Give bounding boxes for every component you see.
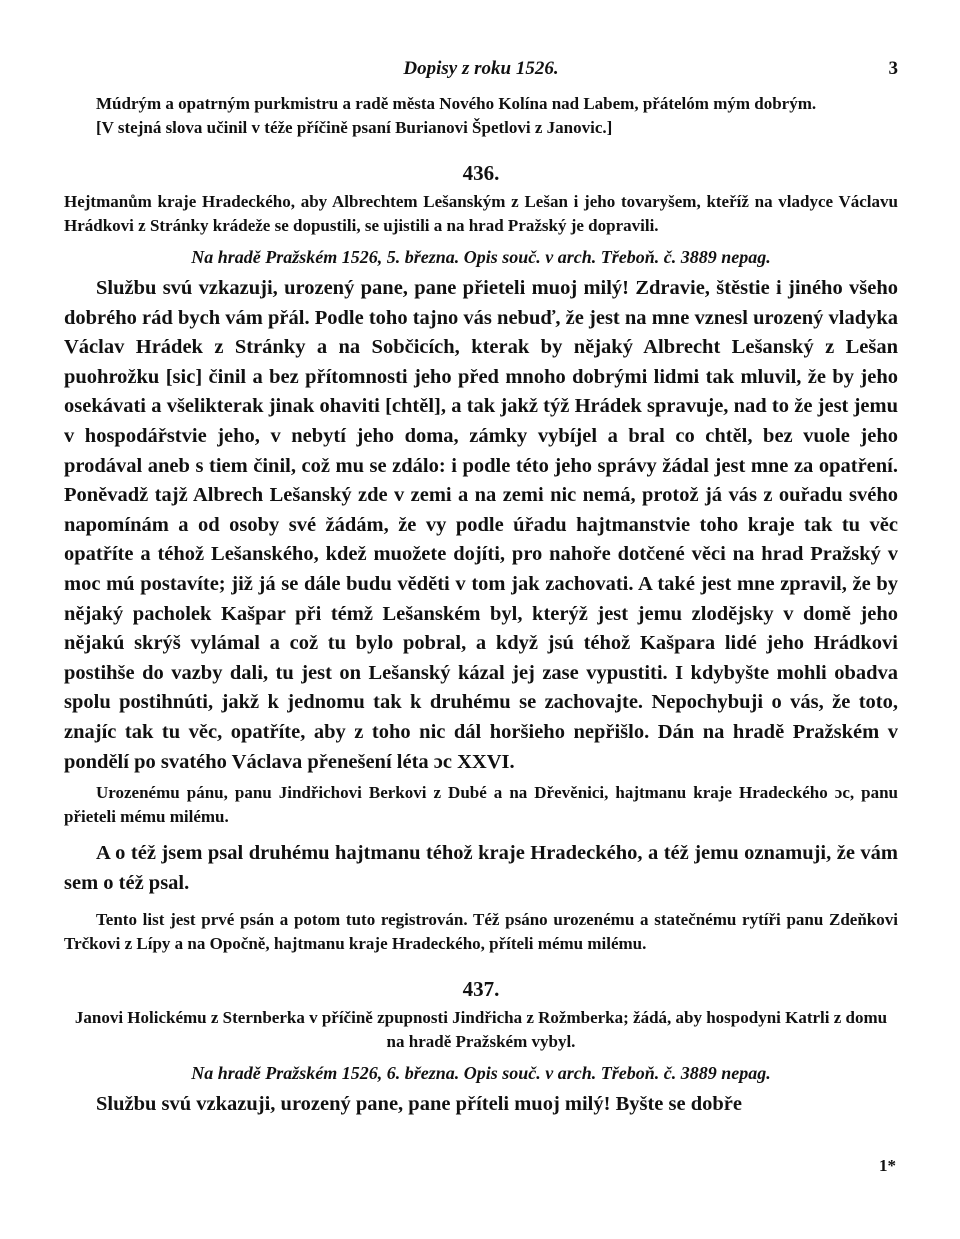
letter-437-number: 437. [462, 977, 500, 1002]
letter-437-source: Na hradě Pražském 1526, 6. března. Opis souč. v arch. Třeboň. č. 3889 nepag. [191, 1063, 771, 1084]
letter-437-regest: Janovi Holickému z Sternberka v příčině zpupnosti Jindřicha z Rožmberka; žádá, aby hospodyni Katrli z domu na hradě Pražském vybyl. [74, 1008, 888, 1052]
page-header [64, 58, 898, 92]
letter-436-address: Urozenému pánu, panu Jindřichovi Berkovi z Dubé a na Dřevěnici, hajtmanu kraje Hradeckého ɔc, panu přieteli mému milému. [64, 783, 898, 827]
letter-435-note: [V stejná slova učinil v téže příčině psaní Burianovi Špetlovi z Janovic.] [96, 118, 613, 137]
letter-436-postscript: A o též jsem psal druhému hajtmanu téhož kraje Hradeckého, a též jemu oznamuji, že vám sem o též psal. [64, 842, 898, 894]
signature-mark: 1* [879, 1156, 896, 1175]
page-number: 3 [888, 58, 898, 79]
letter-435-address: Múdrým a opatrným purkmistru a radě města Nového Kolína nad Labem, přátelóm mým dobrým. [96, 94, 817, 113]
letter-436-regest: Hejtmanům kraje Hradeckého, aby Albrechtem Lešanským z Lešan i jeho tovaryšem, kteříž na vladyce Václavu Hrádkovi z Stránky krádeže se dopustili, se ujistili a na hrad Pražský je dopravili. [64, 192, 898, 235]
letter-436-number: 436. [462, 161, 500, 185]
running-title: Dopisy z roku 1526. [403, 58, 559, 79]
letter-437-body: Službu svú vzkazuji, urozený pane, pane příteli muoj milý! Byšte se dobře [96, 1093, 742, 1116]
letter-436-body: Službu svú vzkazuji, urozený pane, pane přieteli muoj milý! Zdravie, štěstie i jiného všeho dobrého rád bych vám přál. Podle toho tajno vás nebuď, že jest na mne vznesl urozený vladyka Václav Hrádek z Stránky a na Sobčicích, kterak by nějaký Albrecht Lešanský z Lešan puohrožku [sic] činil a bez přítomnosti jeho před mnoho dobrými lidmi tak mluvil, že by jeho osekávati a všelikterak jinak ohaviti [chtěl], a tak jakž týž Hrádek spravuje, nad to že jest jemu v hospodářstvie jeho, v nebytí jeho doma, zámky vybíjel a bral co chtěl, bez vuole jeho prodával aneb s tiem činil, což mu se zdálo: i podle této jeho správy žádal jest mne za opatření. Poněvadž tajž Albrech Lešanský zde v zemi a na zemi nic nemá, protož já vás z ouřadu svého napomínám a od osoby své žádám, že vy podle úřadu hajtmanstvie toho kraje tak tu věc opatříte a téhož Lešanského, kdež muožete dojíti, pro nahoře dotčené věci na hrad Pražský v moc mú postavíte; již já se dále budu věděti v tom jak zachovati. A také jest mne zpravil, že by nějaký pacholek Kašpar při témž Lešanském byl, kterýž jest jemu zlodějsky v domě jeho nějakú skrýš vylámal a což tu bylo pobral, a když jsú téhož Kašpara lidé jeho Hrádkovi postihše do vazby dali, tu jest on Lešanský kázal jej zase vypustiti. I kdybyšte mohli obadva spolu postihnúti, jakž k jednomu tak k druhému se zachovajte. Nepochybuji o vás, že toto, znajíc tak tu věc, opatříte, aby z toho nic dál horšieho nepřišlo. Dán na hradě Pražském v pondělí po svatého Václava přenešení léta ɔc XXVI. [64, 277, 898, 773]
letter-436-note: Tento list jest prvé psán a potom tuto registrován. Též psáno urozenému a statečnému rytíři panu Zdeňkovi Trčkovi z Lípy a na Opočně, hajtmanu kraje Hradeckého, příteli mému milému. [64, 910, 898, 954]
page [64, 58, 898, 1120]
letter-436-source: Na hradě Pražském 1526, 5. března. Opis souč. v arch. Třeboň. č. 3889 nepag. [191, 247, 771, 267]
